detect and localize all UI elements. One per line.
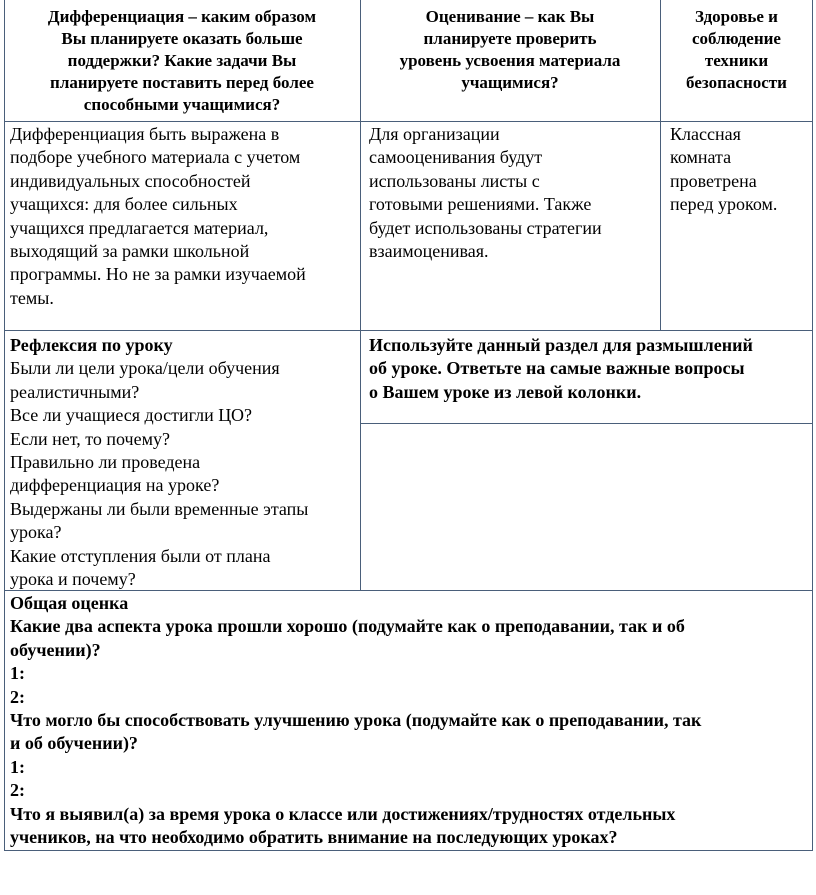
differentiation-text: Дифференциация быть выражена в подборе учебного материала с учетом индивидуальных способностей учащихся: для более сильных учащихся предлагается материал, выходящий за рамки школьной программы. Но не за рамки изучаемой темы. (10, 124, 306, 308)
row-divider-1 (4, 330, 813, 331)
row-divider-header (4, 121, 813, 122)
summary-title: Общая оценка (10, 593, 129, 613)
reflection-instruction: Используйте данный раздел для размышлений об уроке. Ответьте на самые важные вопросы о Вашем уроке из левой колонки. (369, 335, 753, 402)
table-border-left (4, 0, 5, 850)
assessment-text: Для организации самооценивания будут использованы листы с готовыми решениями. Также будет использованы стратегии взаимоценивая. (369, 124, 602, 262)
reflection-answer-area[interactable] (361, 424, 812, 590)
table-border-bottom (4, 850, 813, 851)
health-safety-text: Классная комната проветрена перед уроком. (670, 124, 778, 215)
summary-section: Общая оценка Какие два аспекта урока прошли хорошо (подумайте как о преподавании, так и об обучении)? 1: 2: Что могло бы способствовать улучшению урока (подумайте как о преподавании, так и об обучении)? 1: 2: Что я выявил(а) за время урока о классе или достижениях/трудностях отдельных учеников, на что необходимо обратить внимание на последующих уроках? (10, 592, 810, 849)
reflection-questions: Рефлексия по уроку Были ли цели урока/цели обучения реалистичными? Все ли учащиеся достигли ЦО? Если нет, то почему? Правильно ли проведена дифференциация на уроке? Выдержаны ли были временные этапы урока? Какие отступления были от плана урока и почему? (10, 334, 358, 591)
table-border-right (812, 0, 813, 850)
header-health-safety: Здоровье и соблюдение техники безопасности (686, 7, 787, 92)
reflection-title: Рефлексия по уроку (10, 335, 173, 355)
header-differentiation: Дифференциация – каким образом Вы планируете оказать больше поддержки? Какие задачи Вы планируете поставить перед более способными учащимися? (47, 7, 317, 114)
header-assessment: Оценивание – как Вы планируете проверить уровень усвоения материала учащимися? (399, 7, 621, 92)
